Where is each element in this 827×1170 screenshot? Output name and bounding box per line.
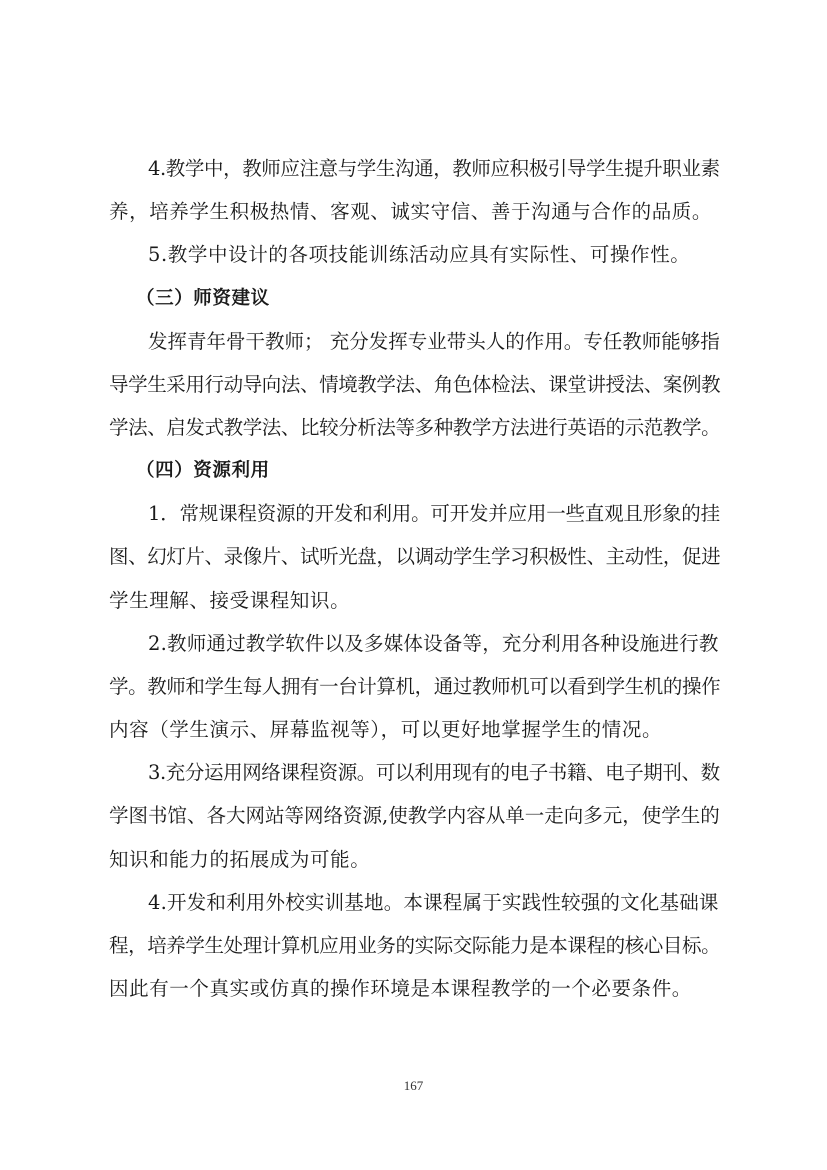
page-number: 167 [403,1078,424,1093]
section-heading-faculty: （三）师资建议 [136,288,270,309]
paragraph-line: 发挥青年骨干教师； 充分发挥专业带头人的作用。专任教师能够指 [148,330,720,353]
paragraph-line: 养，培养学生积极热情、客观、诚实守信、善于沟通与合作的品质。 [109,200,713,223]
paragraph-line: 学。教师和学生每人拥有一台计算机，通过教师机可以看到学生机的操作 [109,675,721,698]
paragraph-line: 1．常规课程资源的开发和利用。可开发并应用一些直观且形象的挂 [148,502,720,525]
paragraph-line: 2.教师通过教学软件以及多媒体设备等，充分利用各种设施进行教 [148,632,719,655]
paragraph-line: 学图书馆、各大网站等网络资源,使教学内容从单一走向多元，使学生的 [109,804,720,827]
section-heading-resources: （四）资源利用 [136,460,270,481]
paragraph-line: 图、幻灯片、录像片、试听光盘，以调动学生学习积极性、主动性，促进 [109,545,721,568]
paragraph-line: 5.教学中设计的各项技能训练活动应具有实际性、可操作性。 [148,243,691,266]
paragraph-line: 知识和能力的拓展成为可能。 [109,848,371,871]
paragraph-line: 内容（学生演示、屏幕监视等），可以更好地掌握学生的情况。 [109,718,663,741]
paragraph-line: 3.充分运用网络课程资源。可以利用现有的电子书籍、电子期刊、数 [148,761,720,784]
paragraph-line: 学法、启发式教学法、比较分析法等多种教学方法进行英语的示范教学。 [109,416,721,439]
paragraph-line: 导学生采用行动导向法、情境教学法、角色体检法、课堂讲授法、案例教 [109,373,721,396]
paragraph-line: 4.开发和利用外校实训基地。本课程属于实践性较强的文化基础课 [148,891,719,914]
paragraph-line: 程，培养学生处理计算机应用业务的实际交际能力是本课程的核心目标。 [109,934,721,957]
paragraph-line: 4.教学中，教师应注意与学生沟通，教师应积极引导学生提升职业素 [148,157,720,180]
paragraph-line: 学生理解、接受课程知识。 [109,589,351,612]
paragraph-line: 因此有一个真实或仿真的操作环境是本课程教学的一个必要条件。 [109,977,692,1000]
